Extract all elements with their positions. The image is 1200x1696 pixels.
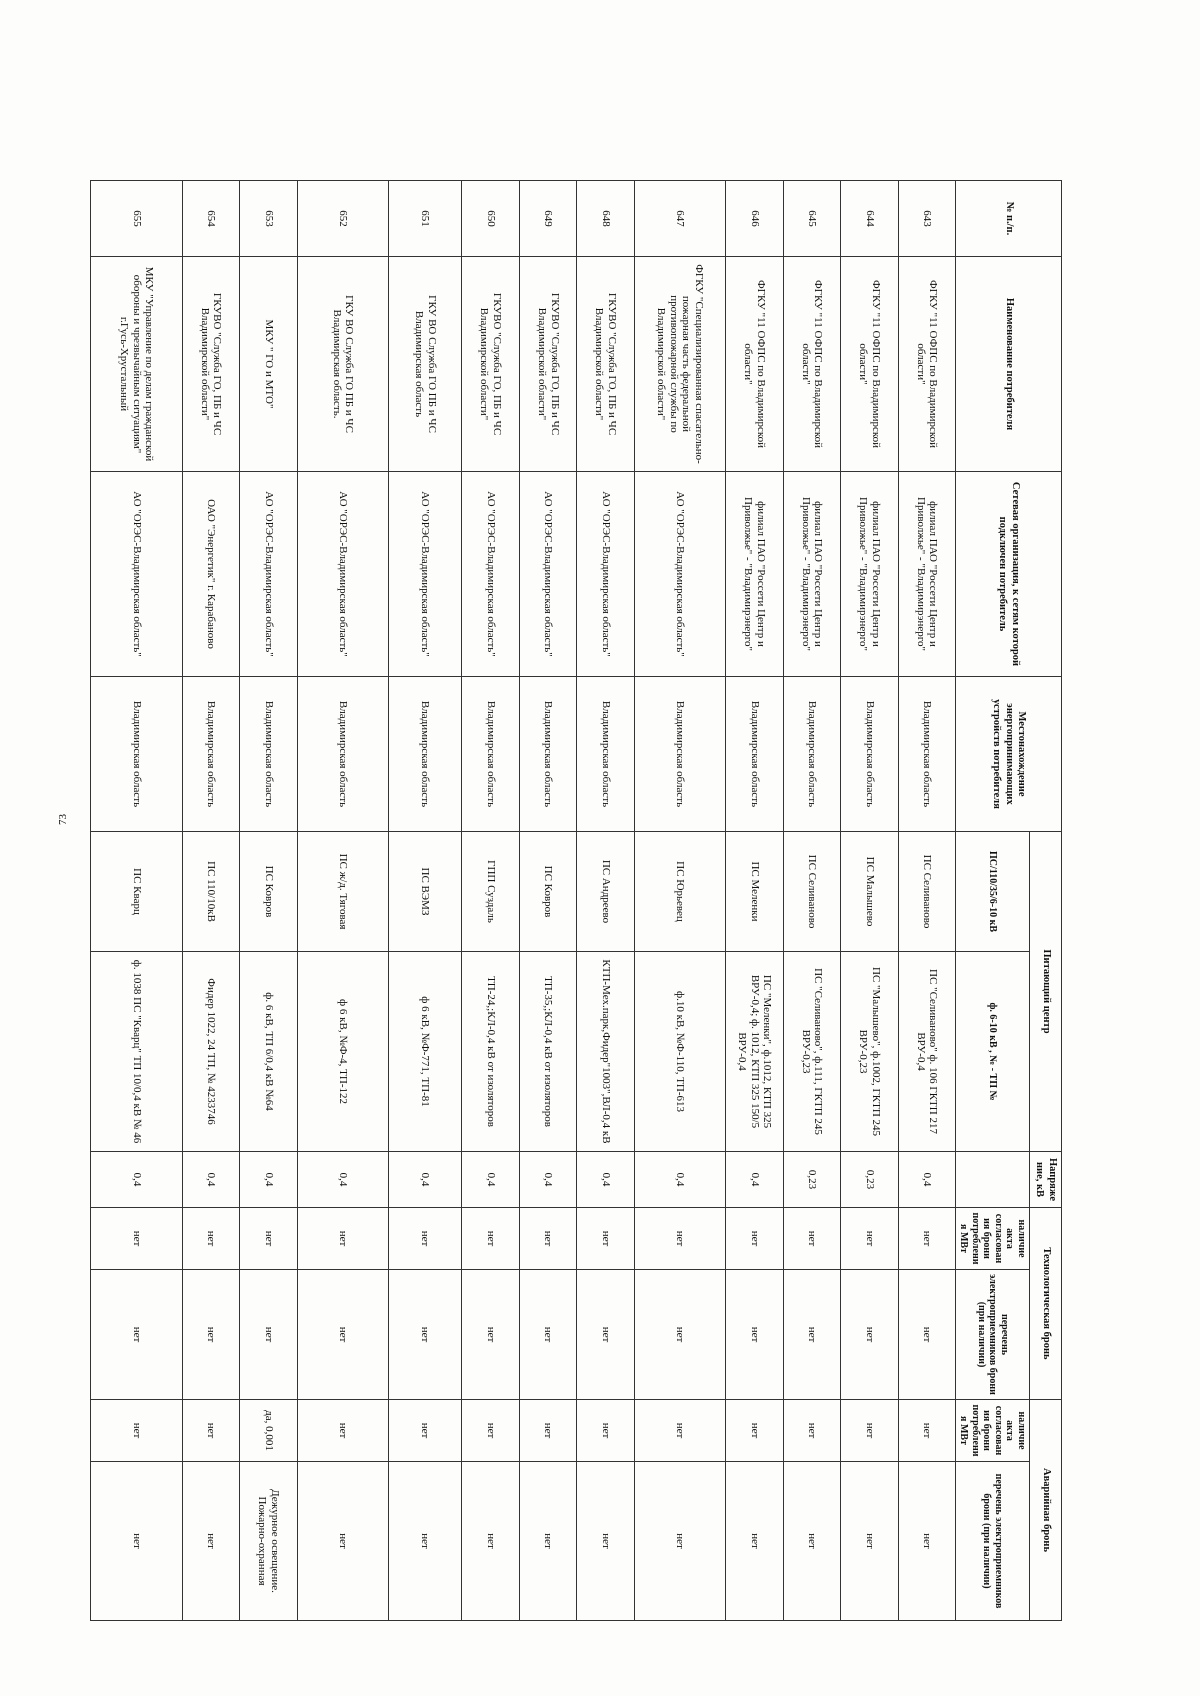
cell-feeder: ПС "Селиваново" ф. 106 ГКТП 217 ВРУ-0,4	[898, 952, 955, 1152]
cell-emerg-act: нет	[388, 1400, 461, 1462]
cell-feeder: ф 6 кВ, №Ф-771, ТП-81	[388, 952, 461, 1152]
cell-num: 647	[634, 181, 725, 257]
header-emerg-group: Аварийная бронь	[1030, 1400, 1062, 1621]
cell-voltage: 0,4	[297, 1152, 388, 1208]
cell-emerg-list: нет	[91, 1462, 183, 1621]
cell-network: ОАО "Энергетик" г. Карабаново	[182, 472, 239, 677]
cell-consumer: ФГКУ "11 ОФПС по Владимирской области"	[898, 257, 955, 472]
table-row	[577, 181, 634, 1621]
cell-voltage: 0,4	[388, 1152, 461, 1208]
cell-voltage: 0,4	[519, 1152, 576, 1208]
cell-tech-act: нет	[841, 1208, 898, 1270]
cell-location: Владимирская область	[783, 677, 840, 832]
table-row	[297, 181, 388, 1621]
cell-emerg-act: нет	[462, 1400, 519, 1462]
cell-feeder: ПС "Меленки", ф.1012, КТП 325 ВРУ-0,4; ф. 1012, КТП 325 150/5 ВРУ-0,4	[726, 952, 783, 1152]
cell-tech-list: нет	[577, 1270, 634, 1400]
cell-ps: ГПП Суздаль	[462, 832, 519, 952]
cell-ps: ПС ВЭМЗ	[388, 832, 461, 952]
cell-consumer: ГКУ ВО Служба ГО ПБ и ЧС Владимирская область.	[297, 257, 388, 472]
cell-feeder: Фидер 1022, 24 ТП, № 4233746	[182, 952, 239, 1152]
cell-network: АО "ОРЭС-Владимирская область"	[577, 472, 634, 677]
cell-consumer: МКУ " ГО и МТО"	[240, 257, 297, 472]
cell-network: АО "ОРЭС-Владимирская область"	[519, 472, 576, 677]
cell-num: 648	[577, 181, 634, 257]
cell-feeder: ТП-24,;КЛ-0,4 кВ от изоляторов	[462, 952, 519, 1152]
table-row	[783, 181, 840, 1621]
cell-tech-list: нет	[240, 1270, 297, 1400]
cell-num: 651	[388, 181, 461, 257]
cell-emerg-act: нет	[726, 1400, 783, 1462]
table-row	[634, 181, 725, 1621]
cell-consumer: ГКУВО "Служба ГО, ПБ и ЧС Владимирской области"	[462, 257, 519, 472]
cell-location: Владимирская область	[577, 677, 634, 832]
cell-ps: ПС Селиваново	[898, 832, 955, 952]
cell-num: 655	[91, 181, 183, 257]
header-tech-act: наличие акта согласования брони потребления МВт	[956, 1208, 1030, 1270]
cell-ps: ПС Селиваново	[783, 832, 840, 952]
cell-voltage: 0,4	[91, 1152, 183, 1208]
header-emerg-list: перечень электроприемников брони (при наличии)	[956, 1462, 1030, 1621]
cell-num: 653	[240, 181, 297, 257]
cell-emerg-act: да, 0,001	[240, 1400, 297, 1462]
cell-feeder: ТП-35,;КЛ-0,4 кВ от изоляторов	[519, 952, 576, 1152]
cell-emerg-list: нет	[898, 1462, 955, 1621]
cell-emerg-act: нет	[634, 1400, 725, 1462]
cell-tech-list: нет	[634, 1270, 725, 1400]
cell-num: 644	[841, 181, 898, 257]
cell-network: АО "ОРЭС-Владимирская область"	[240, 472, 297, 677]
cell-tech-act: нет	[297, 1208, 388, 1270]
cell-emerg-list: нет	[577, 1462, 634, 1621]
cell-emerg-list: Дежурное освещение. Пожарно-охранная	[240, 1462, 297, 1621]
cell-emerg-list: нет	[726, 1462, 783, 1621]
page-number: 73	[57, 814, 69, 825]
cell-tech-list: нет	[182, 1270, 239, 1400]
cell-network: филиал ПАО "Россети Центр и Приволжье" - "Владимирэнерго"	[783, 472, 840, 677]
cell-emerg-list: нет	[388, 1462, 461, 1621]
cell-consumer: ФГКУ "11 ОФПС по Владимирской области"	[726, 257, 783, 472]
cell-tech-act: нет	[783, 1208, 840, 1270]
cell-tech-list: нет	[519, 1270, 576, 1400]
cell-location: Владимирская область	[388, 677, 461, 832]
header-tech-group: Технологическая бронь	[1030, 1208, 1062, 1400]
cell-tech-act: нет	[91, 1208, 183, 1270]
cell-consumer: ФГКУ "11 ОФПС по Владимирской области"	[783, 257, 840, 472]
cell-location: Владимирская область	[240, 677, 297, 832]
cell-location: Владимирская область	[726, 677, 783, 832]
cell-feeder: КТП-Мех.парк,Фидер"1003",ВЛ-0,4 кВ	[577, 952, 634, 1152]
table-row	[519, 181, 576, 1621]
cell-voltage: 0,4	[898, 1152, 955, 1208]
cell-feeder: ф. 1038 ПС "Кварц" ТП 10/0,4 кВ № 46	[91, 952, 183, 1152]
cell-emerg-act: нет	[841, 1400, 898, 1462]
table-row	[841, 181, 898, 1621]
cell-tech-list: нет	[841, 1270, 898, 1400]
cell-num: 643	[898, 181, 955, 257]
cell-ps: ПС Меленки	[726, 832, 783, 952]
cell-emerg-act: нет	[898, 1400, 955, 1462]
cell-location: Владимирская область	[462, 677, 519, 832]
cell-location: Владимирская область	[841, 677, 898, 832]
cell-consumer: ГКУ ВО Служба ГО ПБ и ЧС Владимирская область	[388, 257, 461, 472]
header-feeder: ф. 6-10 кВ , № - ТП №	[956, 952, 1030, 1152]
cell-network: АО "ОРЭС-Владимирская область"	[297, 472, 388, 677]
cell-tech-act: нет	[519, 1208, 576, 1270]
cell-ps: ПС Кварц	[91, 832, 183, 952]
cell-ps: ПС Андреево	[577, 832, 634, 952]
cell-voltage: 0,4	[240, 1152, 297, 1208]
cell-tech-list: нет	[462, 1270, 519, 1400]
cell-ps: ПС Ковров	[519, 832, 576, 952]
cell-emerg-list: нет	[182, 1462, 239, 1621]
table-row	[898, 181, 955, 1621]
cell-tech-list: нет	[898, 1270, 955, 1400]
cell-num: 652	[297, 181, 388, 257]
cell-consumer: ГКУВО "Служба ГО, ПБ и ЧС Владимирской области"	[577, 257, 634, 472]
cell-feeder: ф. 6 кВ, ТП 6/0,4 кВ №64	[240, 952, 297, 1152]
cell-location: Владимирская область	[898, 677, 955, 832]
cell-ps: ПС Малышево	[841, 832, 898, 952]
cell-voltage: 0,4	[182, 1152, 239, 1208]
cell-emerg-list: нет	[783, 1462, 840, 1621]
cell-feeder: ПС "Малышево", ф.1002, ГКТП 245 ВРУ-0,23	[841, 952, 898, 1152]
cell-network: филиал ПАО "Россети Центр и Приволжье" - "Владимирэнерго"	[726, 472, 783, 677]
cell-consumer: ФГКУ "Специализированная спасательно-пожарная часть федеральной противопожарной службы по Владимирской области"	[634, 257, 725, 472]
cell-tech-list: нет	[783, 1270, 840, 1400]
cell-emerg-list: нет	[841, 1462, 898, 1621]
cell-emerg-act: нет	[577, 1400, 634, 1462]
cell-tech-act: нет	[634, 1208, 725, 1270]
cell-emerg-list: нет	[519, 1462, 576, 1621]
table-row	[240, 181, 297, 1621]
cell-tech-list: нет	[297, 1270, 388, 1400]
header-network: Сетевая организация, к сетям которой подключен потребитель	[956, 472, 1062, 677]
cell-tech-act: нет	[726, 1208, 783, 1270]
cell-voltage: 0,4	[634, 1152, 725, 1208]
cell-consumer: ГКУВО "Служба ГО, ПБ и ЧС Владимирской области"	[519, 257, 576, 472]
header-emerg-act: наличие акта согласования брони потребления МВт	[956, 1400, 1030, 1462]
cell-location: Владимирская область	[519, 677, 576, 832]
cell-emerg-act: нет	[91, 1400, 183, 1462]
table-row	[388, 181, 461, 1621]
cell-emerg-list: нет	[297, 1462, 388, 1621]
cell-voltage: 0,23	[783, 1152, 840, 1208]
cell-num: 654	[182, 181, 239, 257]
cell-emerg-act: нет	[182, 1400, 239, 1462]
cell-network: АО "ОРЭС-Владимирская область"	[91, 472, 183, 677]
cell-feeder: ф 6 кВ, №Ф-4, ТП-122	[297, 952, 388, 1152]
cell-feeder: ф.10 кВ, №Ф-110, ТП-613	[634, 952, 725, 1152]
cell-network: АО "ОРЭС-Владимирская область"	[634, 472, 725, 677]
header-ps: ПС/110/35/6-10 кВ	[956, 832, 1030, 952]
cell-emerg-act: нет	[783, 1400, 840, 1462]
cell-num: 646	[726, 181, 783, 257]
cell-consumer: ФГКУ "11 ОФПС по Владимирской области"	[841, 257, 898, 472]
cell-tech-act: нет	[388, 1208, 461, 1270]
header-consumer: Наименование потребителя	[956, 257, 1062, 472]
cell-num: 650	[462, 181, 519, 257]
cell-emerg-list: нет	[634, 1462, 725, 1621]
cell-ps: ПС Ковров	[240, 832, 297, 952]
cell-tech-act: нет	[462, 1208, 519, 1270]
consumers-table	[90, 180, 1062, 1621]
header-center-group: Питающий центр	[1030, 832, 1062, 1152]
table-row	[91, 181, 183, 1621]
cell-voltage: 0,4	[462, 1152, 519, 1208]
cell-tech-list: нет	[726, 1270, 783, 1400]
header-voltage: Напряжение, кВ	[1030, 1152, 1062, 1208]
cell-consumer: МКУ "Управление по делам гражданской обороны и чрезвычайным ситуациям" г.Гусь-Хрустальный	[91, 257, 183, 472]
cell-tech-list: нет	[388, 1270, 461, 1400]
cell-network: АО "ОРЭС-Владимирская область"	[388, 472, 461, 677]
header-tech-list: перечень электроприемников брони (при наличии)	[956, 1270, 1030, 1400]
cell-consumer: ГКУВО "Служба ГО, ПБ и ЧС Владимирской области"	[182, 257, 239, 472]
cell-network: филиал ПАО "Россети Центр и Приволжье" - "Владимирэнерго"	[898, 472, 955, 677]
cell-location: Владимирская область	[634, 677, 725, 832]
header-voltage-sub	[956, 1152, 1030, 1208]
cell-network: филиал ПАО "Россети Центр и Приволжье" - "Владимирэнерго"	[841, 472, 898, 677]
table-row	[726, 181, 783, 1621]
header-num: № п./п.	[956, 181, 1062, 257]
cell-voltage: 0,4	[577, 1152, 634, 1208]
cell-ps: ПС Юрьевец	[634, 832, 725, 952]
cell-tech-act: нет	[240, 1208, 297, 1270]
cell-tech-act: нет	[182, 1208, 239, 1270]
cell-feeder: ПС "Селиваново", ф.111, ГКТП 245 ВРУ-0,23	[783, 952, 840, 1152]
rotated-page	[90, 180, 1062, 1620]
cell-voltage: 0,23	[841, 1152, 898, 1208]
cell-emerg-act: нет	[519, 1400, 576, 1462]
cell-tech-act: нет	[577, 1208, 634, 1270]
cell-network: АО "ОРЭС-Владимирская область"	[462, 472, 519, 677]
cell-num: 645	[783, 181, 840, 257]
cell-voltage: 0,4	[726, 1152, 783, 1208]
cell-ps: ПС ж/д. Тяговая	[297, 832, 388, 952]
cell-ps: ПС 110/10кВ	[182, 832, 239, 952]
cell-location: Владимирская область	[297, 677, 388, 832]
table-body	[91, 181, 956, 1621]
cell-location: Владимирская область	[182, 677, 239, 832]
table-row	[462, 181, 519, 1621]
cell-num: 649	[519, 181, 576, 257]
header-location: Местонахождение энергопринимающих устройств потребителя	[956, 677, 1062, 832]
cell-location: Владимирская область	[91, 677, 183, 832]
cell-tech-act: нет	[898, 1208, 955, 1270]
cell-emerg-list: нет	[462, 1462, 519, 1621]
cell-tech-list: нет	[91, 1270, 183, 1400]
table-row	[182, 181, 239, 1621]
cell-emerg-act: нет	[297, 1400, 388, 1462]
